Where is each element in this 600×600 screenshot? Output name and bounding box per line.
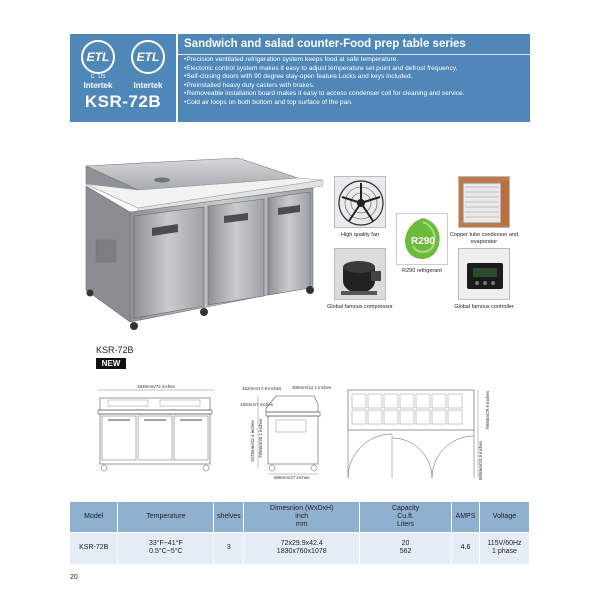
compressor-icon (335, 249, 387, 301)
certification-box (70, 34, 176, 122)
etl-logo-icon: ETL (81, 40, 115, 74)
cell-model: KSR-72B (70, 532, 118, 564)
front-width-dim: 1830mm/72 inches (136, 384, 176, 389)
side-depth-right-dim: 308mm/12.1 inches (292, 385, 332, 390)
pan-grid (352, 394, 462, 424)
cert-brand: Intertek (133, 81, 163, 90)
col-amps: AMPS (451, 502, 479, 532)
fan-thumbnail (334, 176, 386, 228)
header-divider (178, 54, 530, 55)
plan-view-drawing (344, 384, 494, 484)
product-model-label: KSR-72B (96, 345, 134, 355)
cell-capacity: 20 562 (360, 532, 452, 564)
feature-item: • Electonic control system makes it easy to adjust temperature set point and defrost frequency. (184, 65, 465, 74)
side-depth-top-dim: 452mm/17.8 inches (242, 386, 282, 391)
etl-logo-icon: ETL (131, 40, 165, 74)
col-model: Model (70, 502, 118, 532)
side-base-dim: 686mm/27 inches (274, 475, 310, 480)
condenser-thumbnail (458, 176, 510, 228)
page-number: 20 (70, 574, 78, 581)
col-capacity: Capacity Cu.ft. Liters (360, 502, 452, 532)
component-caption: High quality fan (341, 232, 379, 238)
condenser-icon (459, 177, 511, 229)
cell-amps: 4.6 (451, 532, 479, 564)
side-height-dim: 1078mm/42.4 inches (250, 420, 255, 462)
side-view-drawing (236, 384, 332, 480)
feature-list (184, 56, 465, 108)
r290-thumbnail (396, 213, 448, 265)
etl-cert-mark-2 (126, 40, 170, 90)
plan-depth1-dim: 860mm/33.9 inches (478, 440, 483, 480)
plan-depth2-dim: 760mm/29.9 inches (485, 390, 490, 430)
cell-dimension: 72x29.9x42.4 1830x760x1078 (244, 532, 360, 564)
col-temperature: Temperature (118, 502, 214, 532)
feature-item: • Preinstalled heavy duty casters with brakes. (184, 82, 465, 91)
cell-shelves: 3 (214, 532, 244, 564)
component-caption: Global famous controller (454, 304, 514, 310)
component-caption: Global famous compressor (327, 304, 393, 310)
table-row (70, 532, 530, 564)
feature-item: • Self-closing doors with 90 degree stay-open feature.Locks and keys included. (184, 73, 465, 82)
col-voltage: Voltage (479, 502, 529, 532)
fan-icon (335, 177, 387, 229)
new-badge: NEW (96, 358, 126, 369)
r290-icon (397, 214, 449, 266)
header-band (178, 34, 530, 122)
component-caption: Copper tube condenser and evaporator (449, 232, 519, 245)
cell-voltage: 115V/60Hz 1 phase (479, 532, 529, 564)
side-inner-dim: 180mm/7 inches (240, 402, 274, 407)
controller-icon (459, 249, 511, 301)
spec-table (70, 502, 530, 564)
cert-brand: Intertek (83, 81, 113, 90)
feature-item: • Cold air loops on both bottom and top surface of the pan. (184, 99, 465, 108)
series-title: Sandwich and salad counter-Food prep table series (184, 38, 466, 50)
spec-header-row (70, 502, 530, 532)
product-image (78, 150, 328, 330)
r290-badge: R290 (411, 236, 435, 247)
col-shelves: shelves (214, 502, 244, 532)
feature-item: • Precision ventilated refrigeration system keeps food at safe temperature. (184, 56, 465, 65)
etl-cert-mark-1: ETL C US Intertek (76, 40, 120, 90)
compressor-thumbnail (334, 248, 386, 300)
front-view-drawing (94, 380, 218, 480)
cell-temperature: 33°F~41°F 0.5°C~5°C (118, 532, 214, 564)
feature-item: • Removeable installation board makes it easy to access condenser coil for cleaning and service. (184, 90, 465, 99)
model-title: KSR-72B (84, 92, 162, 111)
side-height2-dim: 780mm/30.1 inches (258, 418, 263, 458)
col-dimension: Dimesnion (WxDxH) inch mm (244, 502, 360, 532)
controller-thumbnail (458, 248, 510, 300)
component-caption: R290 refrigerant (402, 268, 442, 274)
